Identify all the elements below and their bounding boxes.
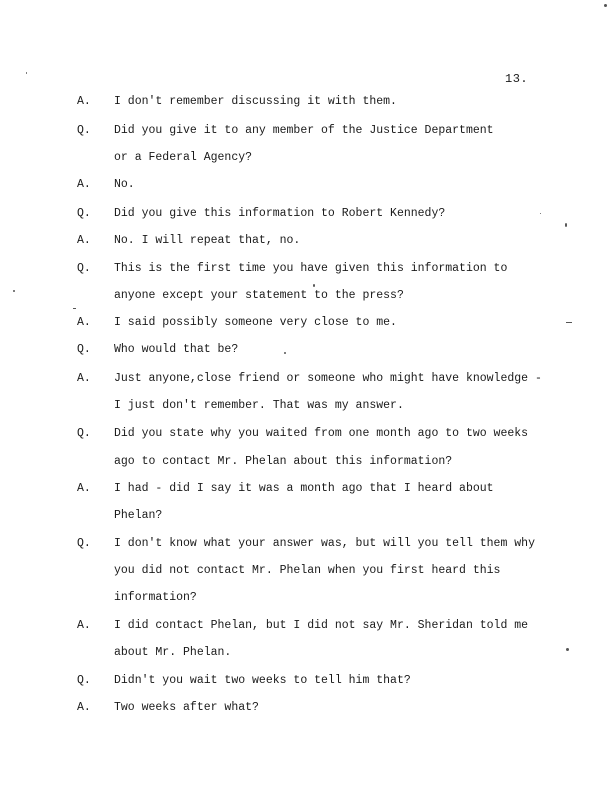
speaker-label: A. [77,372,91,385]
speaker-label: Q. [77,207,91,220]
line-text: I don't know what your answer was, but will you tell them why [114,537,535,550]
transcript-line [0,150,612,166]
line-text: Phelan? [114,509,163,522]
transcript-line [0,590,612,606]
line-text: Did you state why you waited from one month ago to two weeks [114,427,529,440]
speaker-label: Q. [77,343,91,356]
scan-speck [566,648,569,651]
line-text: Did you give it to any member of the Justice Department [114,124,494,137]
scan-speck [13,290,15,292]
transcript-line [0,454,612,470]
transcript-line [0,508,612,524]
speaker-label: A. [77,178,91,191]
transcript-line [0,206,612,222]
line-text: I did contact Phelan, but I did not say Mr. Sheridan told me [114,619,529,632]
speaker-label: Q. [77,537,91,550]
scan-speck [540,213,541,214]
speaker-label: A. [77,316,91,329]
line-text: This is the first time you have given this information to [114,262,508,275]
line-text: I said possibly someone very close to me. [114,316,397,329]
transcript-line [0,315,612,331]
line-text: you did not contact Mr. Phelan when you first heard this [114,564,501,577]
line-text: information? [114,591,197,604]
line-text: ago to contact Mr. Phelan about this information? [114,455,453,468]
transcript-line [0,94,612,110]
line-text: or a Federal Agency? [114,151,253,164]
transcript-line [0,673,612,689]
line-text: I don't remember discussing it with them. [114,95,397,108]
speaker-label: Q. [77,124,91,137]
transcript-line [0,123,612,139]
transcript-line [0,426,612,442]
line-text: Did you give this information to Robert Kennedy? [114,207,446,220]
transcript-line [0,700,612,716]
transcript-line [0,481,612,497]
transcript-line [0,342,612,358]
speaker-label: A. [77,95,91,108]
speaker-label: Q. [77,674,91,687]
transcript-line [0,536,612,552]
scan-speck [26,72,27,74]
line-text: No. I will repeat that, no. [114,234,301,247]
line-text: about Mr. Phelan. [114,646,232,659]
transcript-line [0,261,612,277]
line-text: anyone except your statement to the press? [114,289,404,302]
transcript-line [0,288,612,304]
page-number: 13. [505,72,529,86]
speaker-label: Q. [77,262,91,275]
line-text: Two weeks after what? [114,701,259,714]
line-text: I had - did I say it was a month ago that I heard about [114,482,494,495]
line-text: No. [114,178,135,191]
speaker-label: Q. [77,427,91,440]
line-text: I just don't remember. That was my answer. [114,399,404,412]
speaker-label: A. [77,234,91,247]
scan-speck [313,284,315,287]
transcript-line [0,398,612,414]
transcript-line [0,177,612,193]
scan-speck [565,223,567,227]
line-text: Just anyone,close friend or someone who might have knowledge - [114,372,542,385]
transcript-line [0,645,612,661]
transcript-line [0,233,612,249]
scan-speck [73,308,76,309]
transcript-line [0,618,612,634]
scan-speck [566,322,572,323]
line-text: Who would that be? [114,343,239,356]
transcript-line [0,563,612,579]
speaker-label: A. [77,619,91,632]
scan-speck [604,4,607,7]
scan-speck [284,352,286,354]
transcript-line [0,371,612,387]
speaker-label: A. [77,482,91,495]
line-text: Didn't you wait two weeks to tell him that? [114,674,411,687]
speaker-label: A. [77,701,91,714]
